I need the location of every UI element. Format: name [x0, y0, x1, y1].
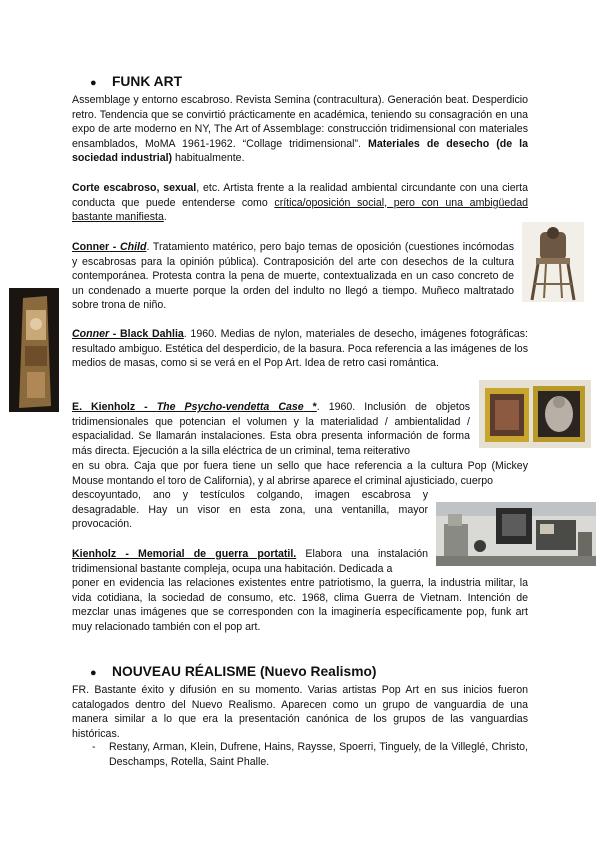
bold-text: Corte escabroso, sexual — [72, 182, 197, 194]
text: habitualmente. — [172, 152, 245, 165]
artist-name: E. Kienholz — [72, 401, 136, 413]
psycho-vendetta-box-icon — [479, 380, 591, 448]
text: . — [163, 211, 167, 224]
text: descoyuntado, ano y testículos colgando, imagen escabrosa y desagradable. Hay un visor en esta zona, una ventanilla, mayor provocación. — [72, 489, 428, 531]
nouveau-paragraph-1 — [72, 683, 528, 741]
kienholz-psycho-vendetta-paragraph-c — [72, 488, 428, 532]
memorial-installation-icon — [436, 502, 596, 566]
funk-paragraph-2 — [72, 181, 528, 225]
list-item: - Restany, Arman, Klein, Dufrene, Hains, Raysse, Spoerri, Tinguely, de la Villeglé, Christo, Deschamps, Rotella, Saint Phalle. — [72, 740, 528, 769]
bullet-icon: ● — [90, 667, 97, 679]
artwork-title: Memorial de guerra portatil. — [138, 548, 297, 560]
text: FR. Bastante éxito y difusión en su momento. Varias artistas Pop Art en sus inicios fueron catalogados dentro del Nuevo Realismo. Aparecen como un grupo de vanguardia de una manera similar a lo que era la presentación canónica de los grupos de las vanguardias históricas. — [72, 684, 528, 740]
artwork-title: Child — [119, 241, 147, 253]
section-heading-funk-art — [90, 74, 182, 91]
dash-list — [72, 740, 528, 769]
conner-child-paragraph — [72, 240, 514, 313]
kienholz-psycho-vendetta-paragraph-b — [72, 459, 528, 488]
artist-name: Conner — [72, 328, 110, 340]
separator: - — [109, 328, 121, 340]
asterisk: * — [303, 401, 317, 413]
text: Elabora una instalación tridimensional bastante compleja, ocupa una habitación. Dedicada a — [72, 548, 429, 575]
text: Assemblage y entorno escabroso. Revista Semina (contracultura). Generación beat. Desperdicio retro. Tendencia que se convirtió prácticamente en académica, teniendo su consagración en una expo de arte moderno en NY, The Art of Assemblage: construcción tridimensional con materiales ensamblados, MoMA 1961-1962. “Collage tridimensional”. — [72, 94, 528, 150]
separator: - — [116, 548, 139, 560]
bold-text: Materiales de desecho (de la sociedad industrial) — [72, 137, 528, 165]
artist-name: Conner — [72, 241, 110, 253]
separator: - — [135, 401, 157, 413]
text: . 1960. Inclusión de objetos tridimensionales que potencian el volumen y la materialidad / ambientalidad / espacialidad. Se llamarán instalaciones. Esta obra presenta información de forma más directa. Ejecución a la silla eléctrica de un criminal, tema reiterativo — [72, 401, 471, 457]
underlined-text: crítica/oposición social, pero con una ambigüedad bastante manifiesta — [72, 196, 528, 224]
black-dahlia-image — [9, 288, 59, 412]
memorial-installation-image — [436, 502, 596, 566]
child-sculpture-image — [522, 222, 584, 302]
text: en su obra. Caja que por fuera tiene un sello que hace referencia a la cultura Pop (Mickey Mouse montando el toro de California), y al abrirse aparece el criminal ajusticiado, cuerpo — [72, 460, 528, 487]
kienholz-psycho-vendetta-paragraph-a — [72, 400, 470, 458]
artwork-title: The Psycho-vendetta Case — [156, 401, 304, 413]
nouveau-artist-list — [72, 740, 528, 769]
text: . Tratamiento matérico, pero bajo temas de oposición (cuestiones incómodas y escabrosas para la opinión pública). Contraposición del arte con desechos de la cultura contemporánea. Protesta contra la pena de muerte, contextualizada en un caso concreto de un condenado a muerte porque la orden del indulto no llegó a tiempo. Muñeco maltratado sobre trona de niño. — [72, 241, 515, 312]
text: . 1960. Medias de nylon, materiales de desecho, imágenes fotográficas: resultado ambiguo. Estética del desperdicio, de la basura. Poca referencia a las imágenes de los medios de masas, como si se verá en el Pop Art. Idea de retro casi romántica. — [72, 328, 528, 370]
black-dahlia-icon — [9, 288, 59, 412]
child-sculpture-icon — [522, 222, 584, 302]
conner-black-dahlia-paragraph — [72, 327, 528, 371]
text: poner en evidencia las relaciones existentes entre patriotismo, la guerra, la industria militar, la vida cotidiana, la sociedad de consumo, etc. 1968, clima Guerra de Vietnam. Intención de mezclar unas imágenes que se corresponden con la imaginería específicamente pop, funk art muy relacionado también con el pop art. — [72, 577, 528, 633]
artwork-title: Black Dahlia — [120, 328, 184, 340]
section-heading-nouveau-realisme — [90, 664, 376, 681]
kienholz-memorial-paragraph-a — [72, 547, 428, 576]
funk-paragraph-1 — [72, 93, 528, 166]
separator: - — [109, 241, 120, 253]
kienholz-memorial-paragraph-b — [72, 576, 528, 634]
psycho-vendetta-image — [479, 380, 591, 448]
bullet-icon: ● — [90, 77, 97, 89]
heading-text: NOUVEAU RÉALISME (Nuevo Realismo) — [112, 664, 377, 679]
heading-text: FUNK ART — [112, 74, 182, 89]
text: , etc. Artista frente a la realidad ambiental circundante con una cierta conducta que puede entenderse como — [72, 182, 528, 209]
artist-name: Kienholz — [72, 548, 117, 560]
